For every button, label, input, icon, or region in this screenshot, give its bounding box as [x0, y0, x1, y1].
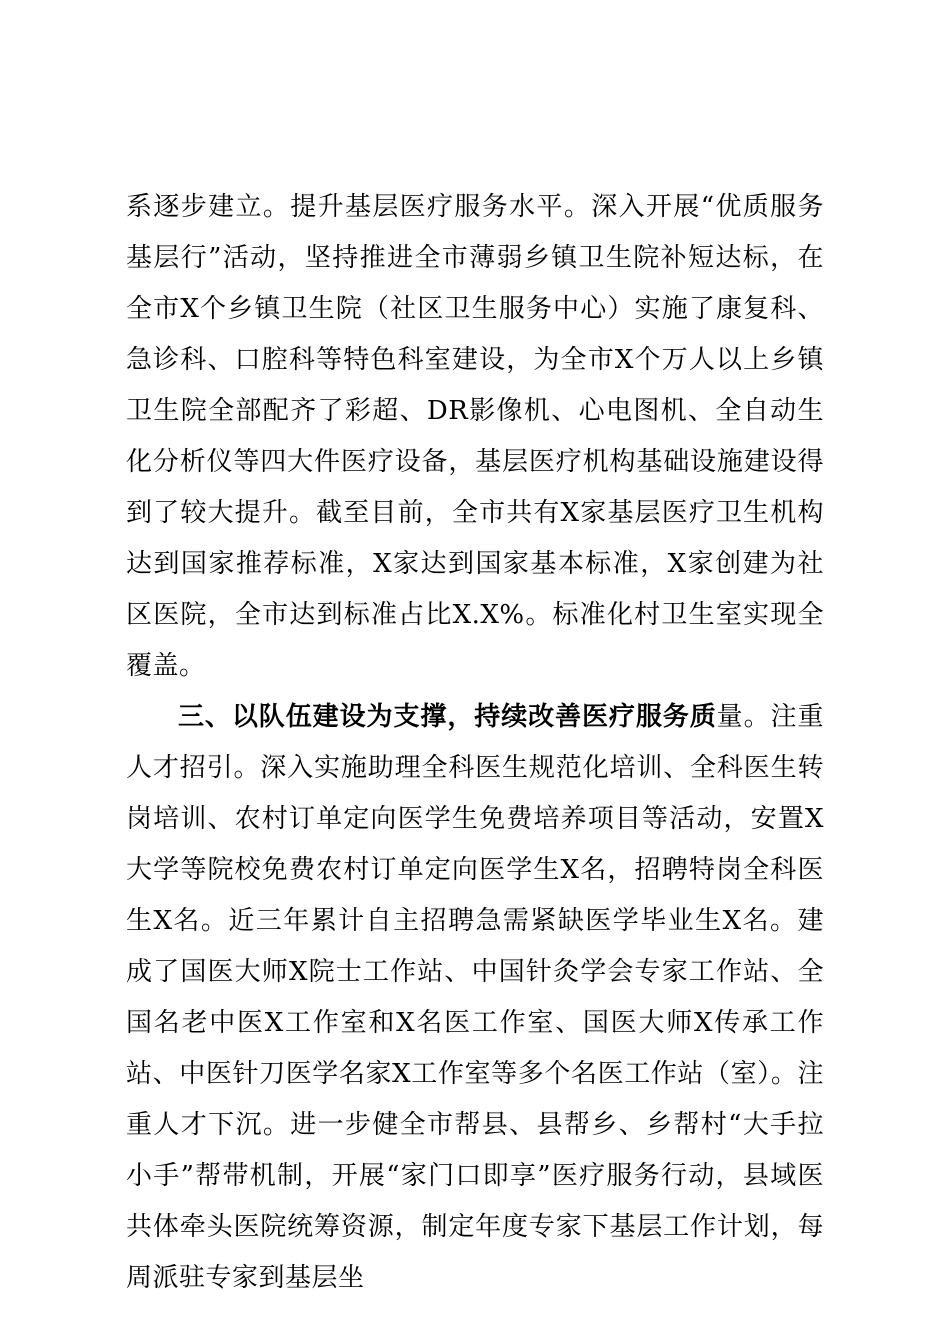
document-body — [126, 182, 824, 1304]
section-three-heading: 三、以队伍建设为支撑，持续改善医疗服务质 — [178, 702, 717, 732]
paragraph-section-three — [126, 692, 824, 1304]
section-three-body-text: 量。注重人才招引。深入实施助理全科医生规范化培训、全科医生转岗培训、农村订单定向医学生免费培养项目等活动，安置X大学等院校免费农村订单定向医学生X名，招聘特岗全科医生X名。近三年累计自主招聘急需紧缺医学毕业生X名。建成了国医大师X院士工作站、中国针灸学会专家工作站、全国名老中医X工作室和X名医工作室、国医大师X传承工作站、中医针刀医学名家X工作室等多个名医工作站（室）。注重人才下沉。进一步健全市帮县、县帮乡、乡帮村“大手拉小手”帮带机制，开展“家门口即享”医疗服务行动，县域医共体牵头医院统筹资源，制定年度专家下基层工作计划，每周派驻专家到基层坐 — [126, 702, 824, 1293]
paragraph-continuation: 系逐步建立。提升基层医疗服务水平。深入开展“优质服务基层行”活动，坚持推进全市薄弱乡镇卫生院补短达标，在全市X个乡镇卫生院（社区卫生服务中心）实施了康复科、急诊科、口腔科等特色科室建设，为全市X个万人以上乡镇卫生院全部配齐了彩超、DR影像机、心电图机、全自动生化分析仪等四大件医疗设备，基层医疗机构基础设施建设得到了较大提升。截至目前，全市共有X家基层医疗卫生机构达到国家推荐标准，X家达到国家基本标准，X家创建为社区医院，全市达到标准占比X.X%。标准化村卫生室实现全覆盖。 — [126, 192, 824, 681]
